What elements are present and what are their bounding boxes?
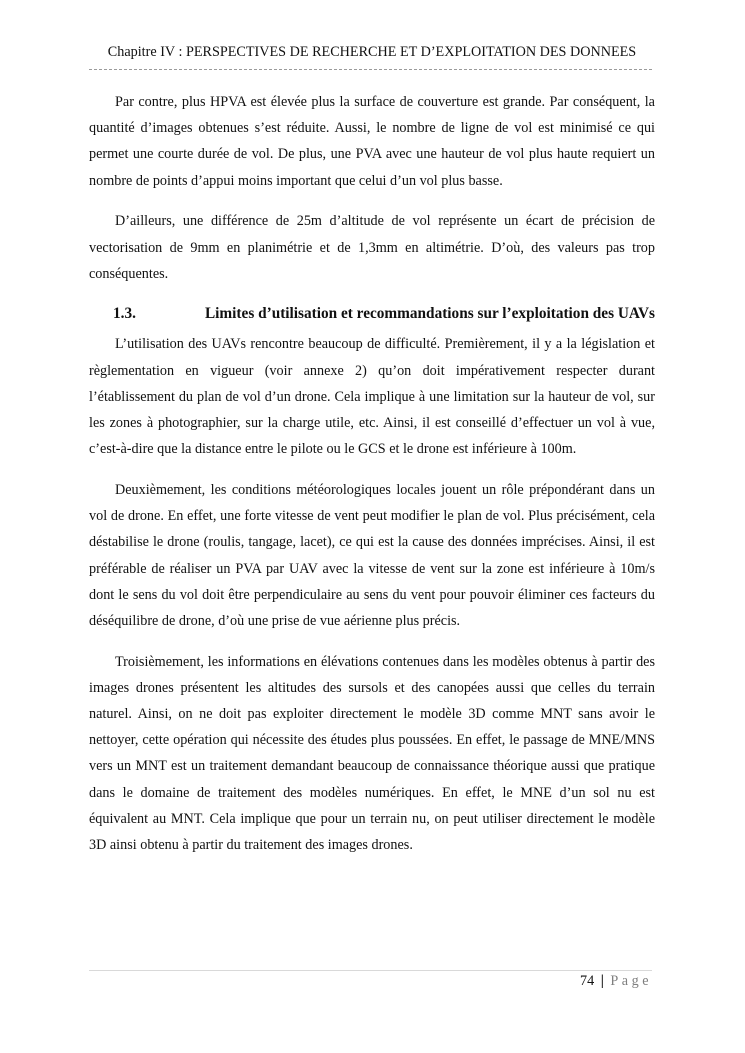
footer-separator: | (600, 973, 604, 989)
page-footer (580, 972, 652, 990)
paragraph-weather: Deuxièmement, les conditions météorologiques locales jouent un rôle prépondérant dans un vol de drone. En effet, une forte vitesse de vent peut modifier le plan de vol. Plus précisément, cela déstabilise le drone (roulis, tangage, lacet), ce qui est la cause des données imprécises. Ainsi, il est préférable de réaliser un PVA par UAV avec la vitesse de vent sur la zone est inférieure à 10m/s dont le sens du vol doit être perpendiculaire au sens du vent pour pouvoir éliminer ces facteurs du déséquilibre de drone, d’où une prise de vue aérienne plus précis. (89, 481, 655, 629)
page-label: Page (610, 973, 652, 989)
page-number: 74 (580, 973, 595, 989)
paragraph-altitude-difference: D’ailleurs, une différence de 25m d’altitude de vol représente un écart de précision de vectorisation de 9mm en planimétrie et de 1,3mm en altimétrie. D’où, des valeurs pas trop conséquentes. (89, 213, 655, 282)
page-body (89, 89, 655, 873)
paragraph-legislation: L’utilisation des UAVs rencontre beaucoup de difficulté. Premièrement, il y a la législation et règlementation en vigueur (voir annexe 2) qu’on doit impérativement respecter durant l’établissement du plan de vol d’un drone. Cela implique à une limitation sur la hauteur de vol, sur les zones à photographier, sur la charge utile, etc. Ainsi, il est conseillé d’effectuer un vol à vue, c’est-à-dire que la distance entre le pilote ou le GCS et le drone est inférieure à 100m. (89, 336, 655, 458)
paragraph-elevation-models: Troisièmement, les informations en élévations contenues dans les modèles obtenus à partir des images drones présentent les altitudes des sursols et des canopées aussi que celles du terrain naturel. Ainsi, on ne doit pas exploiter directement le modèle 3D comme MNT sans avoir le nettoyer, cette opération qui nécessite des études plus poussées. En effet, le passage de MNE/MNS vers un MNT est un traitement demandant beaucoup de connaissance théorique aussi que pratique dans le domaine de traitement des modèles numériques. En effet, le MNE d’un sol nu est équivalent au MNT. Cela implique que pour un terrain nu, on peut utiliser directement le modèle 3D ainsi obtenu à partir du traitement des images drones. (89, 653, 655, 854)
header-divider (89, 69, 652, 70)
running-header: Chapitre IV : PERSPECTIVES DE RECHERCHE ET D’EXPLOITATION DES DONNEES (107, 44, 637, 60)
section-number: 1.3. (113, 305, 136, 323)
paragraph-hpva-coverage: Par contre, plus HPVA est élevée plus la surface de couverture est grande. Par conséquent, la quantité d’images obtenues s’est réduite. Aussi, le nombre de ligne de vol est minimisé ce qui permet une courte durée de vol. De plus, une PVA avec une hauteur de vol plus haute requiert un nombre de points d’appui moins important que celui d’un vol plus basse. (89, 94, 655, 189)
section-heading (89, 301, 655, 327)
footer-divider (89, 970, 652, 971)
section-title: Limites d’utilisation et recommandations sur l’exploitation des UAVs (204, 305, 655, 323)
